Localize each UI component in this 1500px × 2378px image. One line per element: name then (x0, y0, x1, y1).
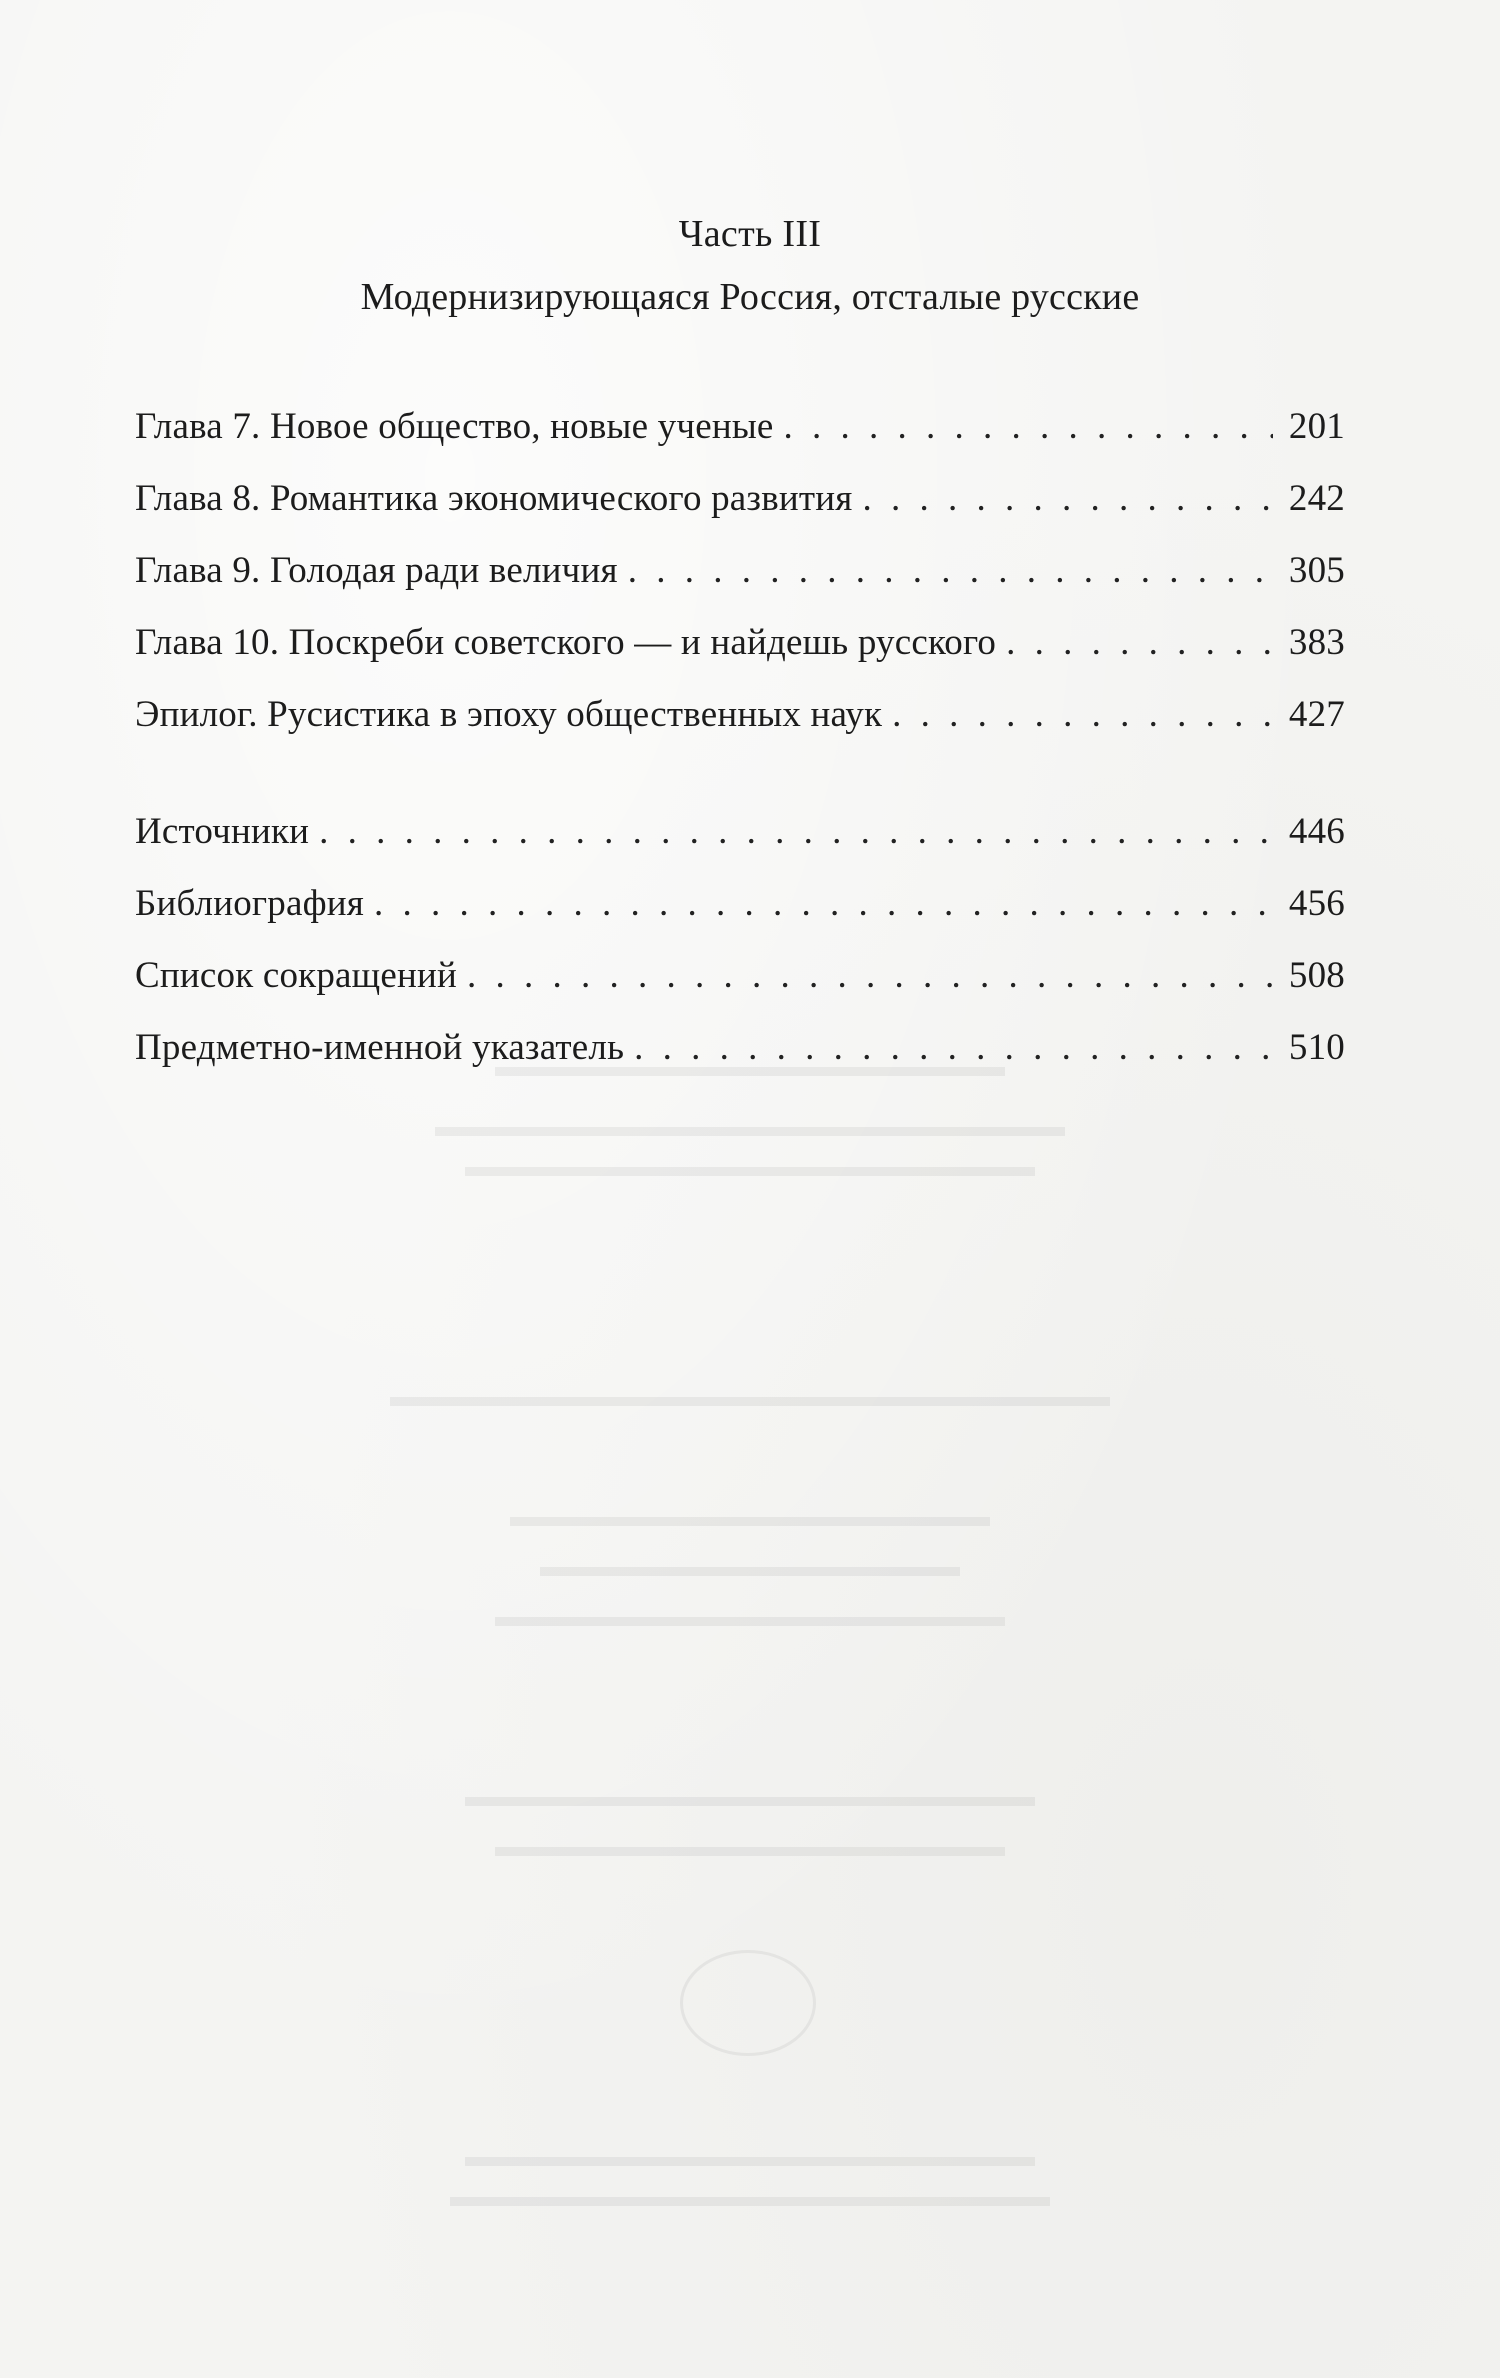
part-title: Модернизирующаяся Россия, отсталые русские (360, 276, 1140, 318)
toc-entry (135, 621, 1345, 693)
show-through-line: ▬▬▬▬▬▬▬▬▬▬▬▬▬▬▬▬▬▬▬▬▬▬▬▬ (390, 1380, 1110, 1413)
toc-entry-title: Глава 9. Голодая ради величия (135, 550, 618, 591)
show-through-line: ▬▬▬▬▬▬▬▬▬▬▬▬▬▬▬▬▬ (495, 1050, 1005, 1083)
toc-entry (135, 954, 1345, 1026)
show-through-line: ▬▬▬▬▬▬▬▬▬▬▬▬▬▬▬▬▬▬▬ (465, 1780, 1035, 1813)
show-through-line: ▬▬▬▬▬▬▬▬▬▬▬▬▬▬▬▬ (510, 1500, 990, 1533)
toc-entry-page: 201 (1288, 406, 1345, 447)
toc-entry-page: 383 (1288, 622, 1345, 663)
dot-leader (784, 405, 1274, 448)
dot-leader (863, 477, 1273, 520)
toc-entry-page: 508 (1288, 955, 1345, 996)
toc-entry-title: Глава 7. Новое общество, новые ученые (135, 406, 774, 447)
show-through-line: ▬▬▬▬▬▬▬▬▬▬▬▬▬▬▬▬▬▬▬▬ (450, 2180, 1050, 2213)
toc-entry (135, 882, 1345, 954)
toc-entry (135, 477, 1345, 549)
toc-entry-title: Глава 10. Поскреби советского — и найдешь русского (135, 622, 997, 663)
toc-entry-page: 456 (1288, 883, 1345, 924)
dot-leader (467, 954, 1273, 997)
toc-entry-page: 305 (1288, 550, 1345, 591)
dot-leader (374, 882, 1273, 925)
toc-entry-title: Библиография (135, 883, 365, 924)
dot-leader (628, 549, 1273, 592)
show-through-line: ▬▬▬▬▬▬▬▬▬▬▬▬▬▬▬▬▬ (495, 1600, 1005, 1633)
toc-entry-title: Список сокращений (135, 955, 457, 996)
show-through-line: ▬▬▬▬▬▬▬▬▬▬▬▬▬▬ (540, 1550, 960, 1583)
page-show-through (0, 1050, 1500, 2350)
dot-leader (1006, 621, 1273, 664)
toc-entry-page: 427 (1288, 694, 1345, 735)
toc-entry-title: Предметно-именной указатель (135, 1027, 625, 1068)
toc-entry-page: 242 (1288, 478, 1345, 519)
show-through-mark (680, 1950, 816, 2056)
part-number: Часть III (678, 213, 822, 255)
toc-back-matter (135, 810, 1345, 1098)
show-through-line: ▬▬▬▬▬▬▬▬▬▬▬▬▬▬▬▬▬ (495, 1830, 1005, 1863)
toc-entry-page: 446 (1288, 811, 1345, 852)
show-through-line: ▬▬▬▬▬▬▬▬▬▬▬▬▬▬▬▬▬▬▬ (465, 2140, 1035, 2173)
toc-entry (135, 810, 1345, 882)
toc-chapters (135, 405, 1345, 765)
toc-entry-title: Глава 8. Романтика экономического развития (135, 478, 853, 519)
toc-entry-title: Эпилог. Русистика в эпоху общественных наук (135, 694, 883, 735)
toc-entry (135, 549, 1345, 621)
toc-entry-title: Источники (135, 811, 310, 852)
dot-leader (634, 1026, 1273, 1069)
toc-entry (135, 405, 1345, 477)
dot-leader (319, 810, 1273, 853)
dot-leader (892, 693, 1273, 736)
toc-entry-page: 510 (1288, 1027, 1345, 1068)
show-through-line: ▬▬▬▬▬▬▬▬▬▬▬▬▬▬▬▬▬▬▬▬▬ (435, 1110, 1065, 1143)
toc-entry (135, 1026, 1345, 1098)
show-through-line: ▬▬▬▬▬▬▬▬▬▬▬▬▬▬▬▬▬▬▬ (465, 1150, 1035, 1183)
toc-entry (135, 693, 1345, 765)
